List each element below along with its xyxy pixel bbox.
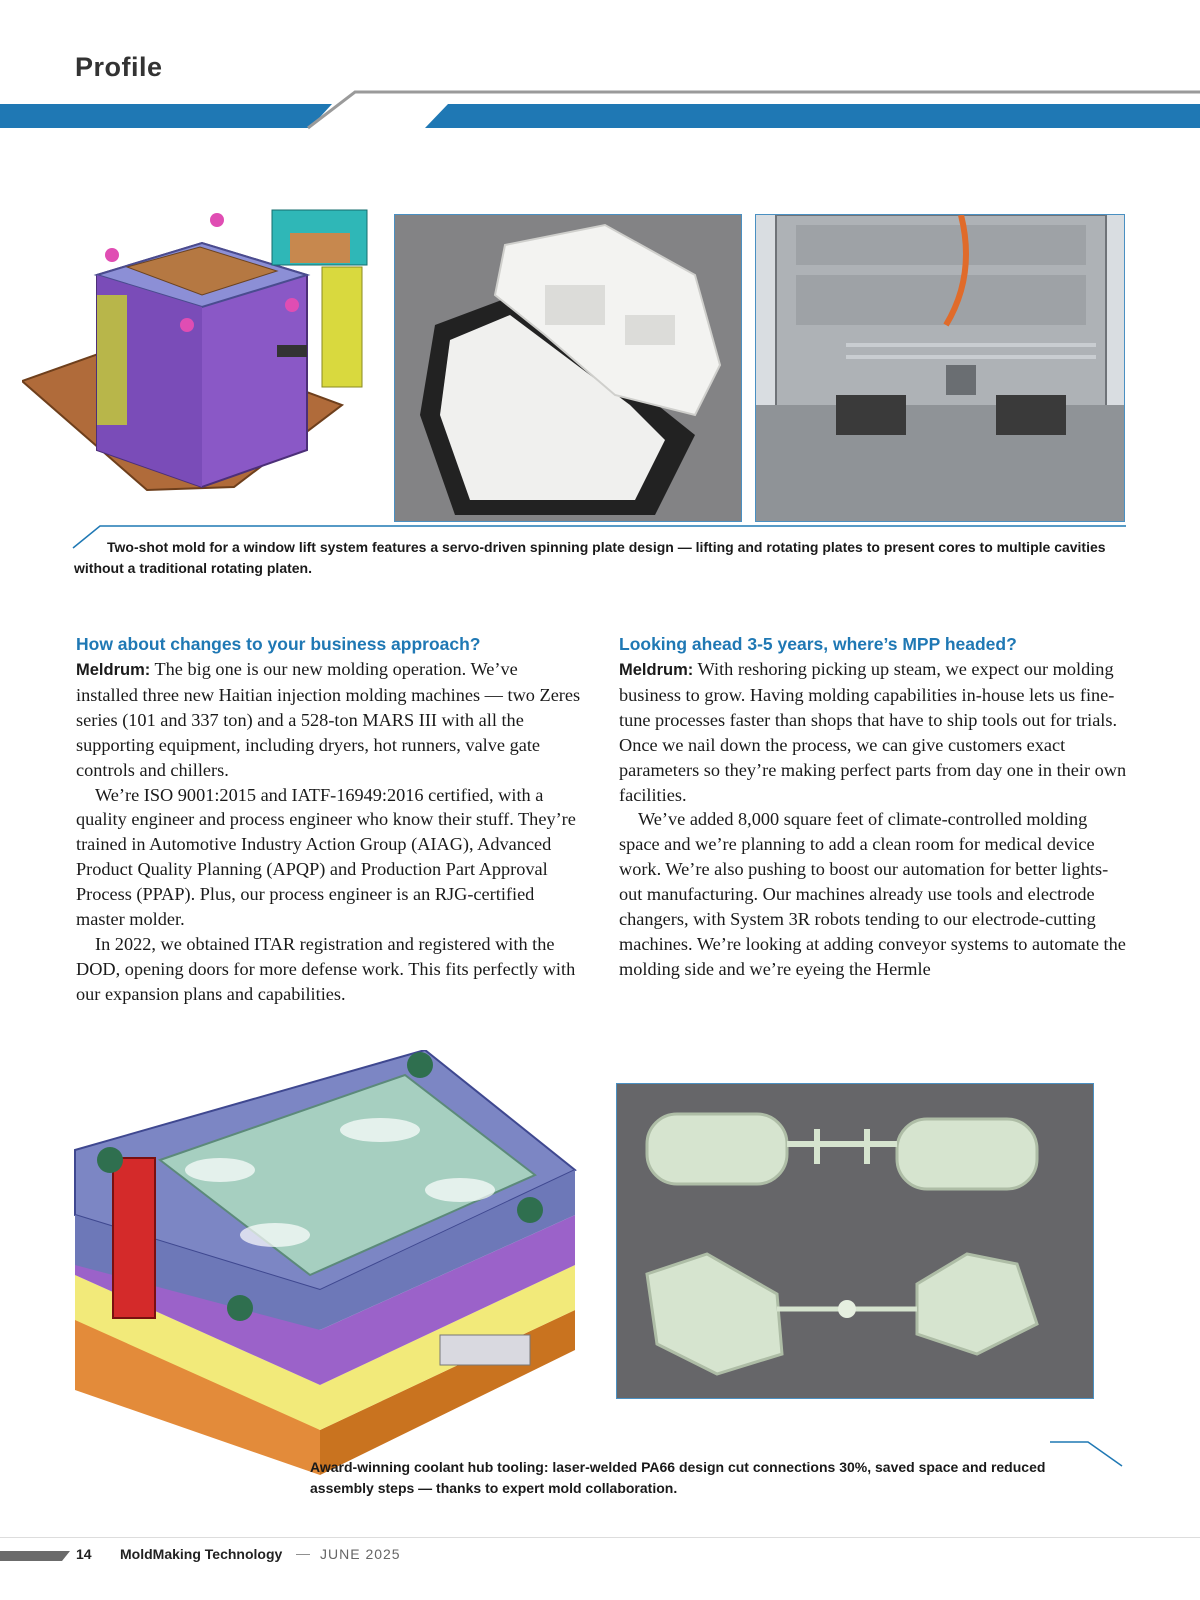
right-column-heading: Looking ahead 3-5 years, where’s MPP headed?	[619, 634, 1017, 654]
footer-bar	[0, 1551, 70, 1561]
left-column-heading: How about changes to your business approach?	[76, 634, 481, 654]
footer-rule	[0, 1537, 1200, 1538]
cad-coolant-hub-mold-image	[65, 1050, 585, 1475]
article-column-right	[619, 632, 1127, 982]
publication-name: MoldMaking Technology	[120, 1546, 283, 1562]
right-paragraph-2: We’ve added 8,000 square feet of climate-controlled molding space and we’re planning to add a clean room for medical device work. We’re also pushing to boost our automation for better lights-out manufacturing. Our machines already use tools and electrode changers, with System 3R robots tending to our electrode-cutting machines. We’re looking at adding conveyor systems to automate the molding side and we’re eyeing the Hermle	[619, 809, 1126, 979]
issue-date: JUNE 2025	[320, 1546, 401, 1562]
right-speaker-label: Meldrum:	[619, 661, 694, 679]
bottom-figure-caption: Award-winning coolant hub tooling: laser-welded PA66 design cut connections 30%, saved space and reduced assembly steps — thanks to expert mold collaboration.	[310, 1459, 1046, 1496]
top-figure-caption: Two-shot mold for a window lift system features a servo-driven spinning plate design — lifting and rotating plates to present cores to multiple cavities without a traditional rotating platen.	[74, 539, 1106, 576]
steel-mold-photo	[755, 214, 1125, 522]
left-paragraph-3: In 2022, we obtained ITAR registration and registered with the DOD, opening doors for more defense work. This fits perfectly with our expansion plans and capabilities.	[76, 933, 576, 1004]
cad-two-shot-mold-image	[22, 205, 374, 495]
left-speaker-label: Meldrum:	[76, 661, 151, 679]
left-paragraph-2: We’re ISO 9001:2015 and IATF-16949:2016 certified, with a quality engineer and process engineer who know their stuff. They’re trained in Automotive Industry Action Group (AIAG), Advanced Product Quality Planning (APQP) and Production Part Approval Process (PPAP). Plus, our process engineer is an RJG-certified master molder.	[76, 784, 576, 930]
right-paragraph-1: Meldrum: With reshoring picking up steam, we expect our molding business to grow. Having molding capabilities in-house lets us fine-tune processes faster than shops that have to ship tools out for trials. Once we nail down the process, we can give customers exact parameters so they’re making perfect parts from day one in their own facilities.	[619, 659, 1127, 805]
green-parts-photo	[616, 1083, 1094, 1399]
section-title: Profile	[75, 52, 163, 82]
header-banner	[0, 88, 1200, 132]
page-number: 14	[76, 1546, 92, 1562]
footer-separator: —	[296, 1545, 310, 1561]
white-part-photo	[394, 214, 742, 522]
left-paragraph-1: Meldrum: The big one is our new molding operation. We’ve installed three new Haitian injection molding machines — two Zeres series (101 and 337 ton) and a 528-ton MARS III with all the supporting equipment, including dryers, hot runners, valve gate controls and chillers.	[76, 659, 581, 780]
article-column-left	[76, 632, 584, 1007]
page-footer	[0, 1540, 1200, 1582]
